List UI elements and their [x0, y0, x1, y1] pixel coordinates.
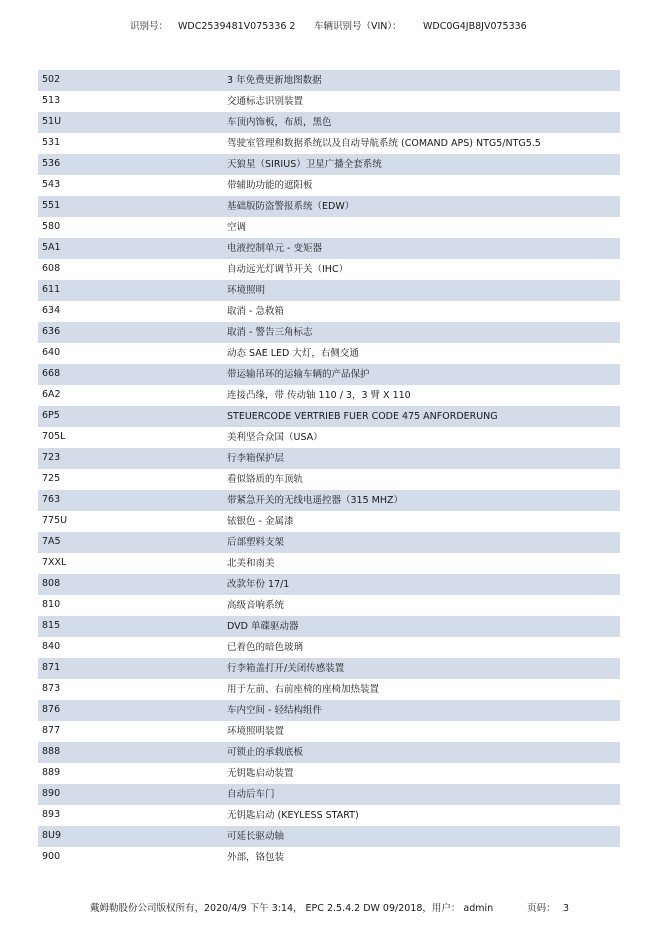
equipment-code-table [38, 70, 620, 868]
table-row [38, 784, 620, 805]
table-row [38, 721, 620, 742]
description-cell: 行李箱盖打开/关闭传感装置 [227, 663, 345, 674]
table-row [38, 553, 620, 574]
table-row [38, 448, 620, 469]
code-cell: 640 [42, 347, 61, 358]
table-row [38, 616, 620, 637]
code-cell: 580 [42, 221, 61, 232]
description-cell: 3 年免费更新地图数据 [227, 75, 322, 86]
code-cell: 723 [42, 452, 61, 463]
description-cell: 后部塑料支架 [227, 537, 285, 548]
code-cell: 889 [42, 767, 61, 778]
description-cell: 带辅助功能的遮阳板 [227, 180, 313, 191]
code-cell: 873 [42, 683, 61, 694]
description-cell: DVD 单碟驱动器 [227, 621, 299, 632]
description-cell: 基础版防盗警报系统（EDW） [227, 201, 355, 212]
description-cell: 自动后车门 [227, 789, 275, 800]
code-cell: 893 [42, 809, 61, 820]
page-label: 页码： [527, 903, 556, 914]
description-cell: 取消 - 警告三角标志 [227, 327, 313, 338]
description-cell: 高级音响系统 [227, 600, 285, 611]
description-cell: 无钥匙启动装置 [227, 768, 294, 779]
code-cell: 775U [42, 515, 68, 526]
description-cell: 电液控制单元 - 变矩器 [227, 243, 322, 254]
code-cell: 634 [42, 305, 61, 316]
table-row [38, 196, 620, 217]
table-row [38, 427, 620, 448]
page-footer [0, 902, 662, 916]
code-cell: 876 [42, 704, 61, 715]
table-row [38, 154, 620, 175]
description-cell: 行李箱保护层 [227, 453, 285, 464]
code-cell: 763 [42, 494, 61, 505]
code-cell: 810 [42, 599, 61, 610]
table-row [38, 133, 620, 154]
table-row [38, 406, 620, 427]
table-row [38, 217, 620, 238]
description-cell: 可延长驱动轴 [227, 831, 285, 842]
table-row [38, 595, 620, 616]
code-cell: 7A5 [42, 536, 61, 547]
table-row [38, 70, 620, 91]
code-cell: 890 [42, 788, 61, 799]
code-cell: 513 [42, 95, 61, 106]
code-cell: 531 [42, 137, 61, 148]
code-cell: 608 [42, 263, 61, 274]
code-cell: 871 [42, 662, 61, 673]
description-cell: 铱银色 - 金属漆 [227, 516, 294, 527]
description-cell: 交通标志识别装置 [227, 96, 304, 107]
code-cell: 815 [42, 620, 61, 631]
table-row [38, 91, 620, 112]
table-row [38, 763, 620, 784]
table-row [38, 637, 620, 658]
table-row [38, 805, 620, 826]
description-cell: 带运输吊环的运输车辆的产品保护 [227, 369, 370, 380]
code-cell: 808 [42, 578, 61, 589]
description-cell: 带紧急开关的无线电遥控器（315 MHZ） [227, 495, 404, 506]
table-row [38, 259, 620, 280]
description-cell: STEUERCODE VERTRIEB FUER CODE 475 ANFORDERUNG [227, 411, 498, 422]
description-cell: 可锁止的承载底板 [227, 747, 304, 758]
code-cell: 51U [42, 116, 62, 127]
description-cell: 车顶内饰板，布质，黑色 [227, 117, 332, 128]
description-cell: 动态 SAE LED 大灯，右侧交通 [227, 348, 359, 359]
table-row [38, 112, 620, 133]
code-cell: 6A2 [42, 389, 61, 400]
code-cell: 7XXL [42, 557, 67, 568]
description-cell: 天狼星（SIRIUS）卫星广播全套系统 [227, 159, 382, 170]
code-cell: 705L [42, 431, 66, 442]
description-cell: 外部，铬包装 [227, 852, 285, 863]
table-row [38, 511, 620, 532]
code-cell: 551 [42, 200, 61, 211]
page-header [0, 20, 662, 34]
description-cell: 北美和南美 [227, 558, 275, 569]
code-cell: 5A1 [42, 242, 61, 253]
code-cell: 611 [42, 284, 61, 295]
table-row [38, 679, 620, 700]
table-row [38, 280, 620, 301]
code-cell: 668 [42, 368, 61, 379]
code-cell: 636 [42, 326, 61, 337]
table-row [38, 469, 620, 490]
vin-value: WDC0G4JB8JV075336 [423, 21, 527, 32]
code-cell: 877 [42, 725, 61, 736]
description-cell: 驾驶室管理和数据系统以及自动导航系统 (COMAND APS) NTG5/NTG5.5 [227, 138, 541, 149]
description-cell: 美利坚合众国（USA） [227, 432, 323, 443]
table-row [38, 700, 620, 721]
table-row [38, 490, 620, 511]
page-number: 3 [563, 903, 570, 914]
code-cell: 6P5 [42, 410, 60, 421]
table-row [38, 385, 620, 406]
description-cell: 无钥匙启动 (KEYLESS START) [227, 810, 359, 821]
description-cell: 取消 - 急救箱 [227, 306, 284, 317]
code-cell: 543 [42, 179, 61, 190]
code-cell: 725 [42, 473, 61, 484]
description-cell: 已着色的暗色玻璃 [227, 642, 304, 653]
description-cell: 环境照明装置 [227, 726, 285, 737]
description-cell: 连接凸缘，带 传动轴 110 / 3，3 臂 X 110 [227, 390, 411, 401]
table-row [38, 658, 620, 679]
description-cell: 车内空间 - 轻结构组件 [227, 705, 322, 716]
table-row [38, 847, 620, 868]
vin-label: 车辆识别号（VIN）： [314, 21, 402, 32]
table-row [38, 343, 620, 364]
code-cell: 536 [42, 158, 61, 169]
description-cell: 空调 [227, 222, 247, 233]
description-cell: 用于左前、右前座椅的座椅加热装置 [227, 684, 380, 695]
description-cell: 改款年份 17/1 [227, 579, 290, 590]
id-value: WDC2539481V075336 2 [178, 21, 296, 32]
code-cell: 888 [42, 746, 61, 757]
id-label: 识别号： [130, 21, 169, 32]
table-row [38, 742, 620, 763]
table-row [38, 301, 620, 322]
code-cell: 900 [42, 851, 61, 862]
description-cell: 环境照明 [227, 285, 266, 296]
table-row [38, 238, 620, 259]
table-row [38, 532, 620, 553]
table-row [38, 322, 620, 343]
code-cell: 502 [42, 74, 61, 85]
table-row [38, 175, 620, 196]
code-cell: 8U9 [42, 830, 62, 841]
description-cell: 看似铬质的车顶轨 [227, 474, 304, 485]
description-cell: 自动远光灯调节开关（IHC） [227, 264, 349, 275]
table-row [38, 364, 620, 385]
table-row [38, 574, 620, 595]
table-row [38, 826, 620, 847]
footer-copyright: 戴姆勒股份公司版权所有，2020/4/9 下午 3:14， EPC 2.5.4.2 DW 09/2018，用户： admin [90, 903, 494, 914]
code-cell: 840 [42, 641, 61, 652]
